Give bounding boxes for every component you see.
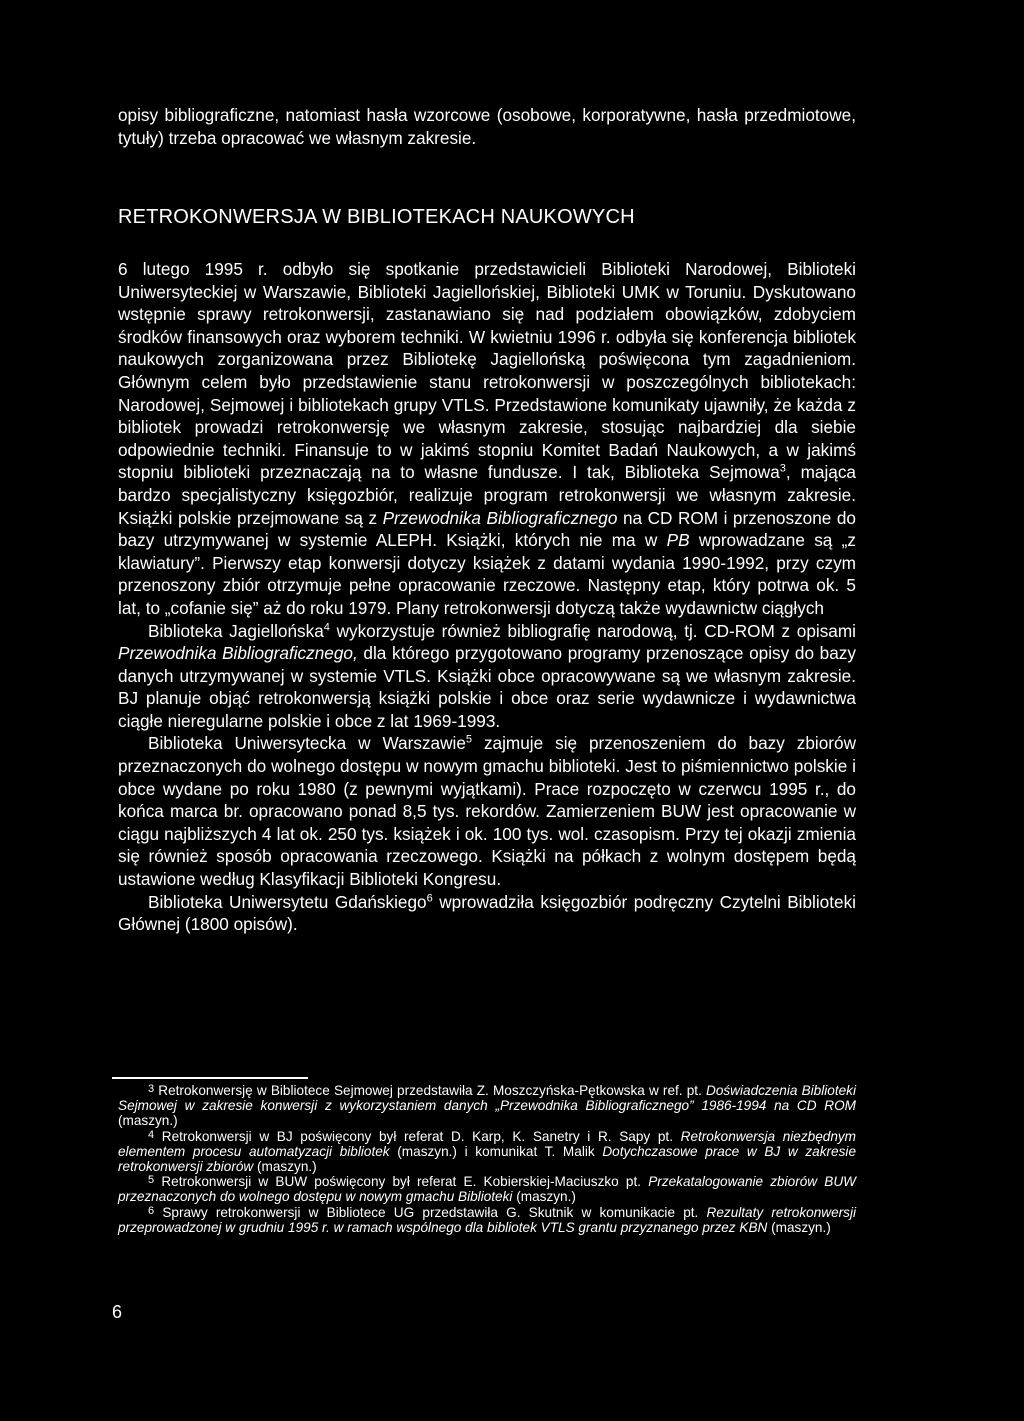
page-number: 6	[112, 1302, 123, 1322]
footnote: $^4$ Retrokonwersji w BJ poświęcony był referat D. Karp, K. Sanetry i R. Sapy pt. Retrokonwersja niezbędnym elementem procesu automatyzacji bibliotek (maszyn.) i komunikat T. Malik Dotychczasowe prace w BJ w zakresie retrokonwersji zbiorów (maszyn.)	[118, 1128, 857, 1175]
footnote: $^3$ Retrokonwersję w Bibliotece Sejmowej przedstawiła Z. Moszczyńska-Pętkowska w ref. pt. Doświadczenia Biblioteki Sejmowej w zakresie konwersji z wykorzystaniem danych „Przewodnika Bibliograficznego” 1986-1994 na CD ROM (maszyn.)	[118, 1083, 856, 1129]
paragraph-3: Biblioteka Uniwersytecka w Warszawie$^5$ zajmuje się przenoszeniem do bazy zbiorów przeznaczonych do wolnego dostępu w nowym gmachu biblioteki. Jest to piśmiennictwo polskie i obce wydane po roku 1980 (z pewnymi wyjątkami). Prace rozpoczęto w czerwcu 1995 r., do końca marca br. opracowano ponad 8,5 tys. rekordów. Zamierzeniem BUW jest opracowanie w ciągu najbliższych 4 lat ok. 250 tys. książek i ok. 100 tys. wol. czasopism. Przy tej okazji zmienia się również sposób opracowania rzeczowego. Książki na półkach z wolnym dostępem będą ustawione według Klasyfikacji Biblioteki Kongresu.	[118, 733, 856, 890]
intro-paragraph	[118, 104, 856, 149]
footnotes	[118, 1083, 856, 1235]
section-heading: RETROKONWERSJA W BIBLIOTEKACH NAUKOWYCH	[118, 206, 635, 228]
footnote: $^6$ Sprawy retrokonwersji w Bibliotece UG przedstawiła G. Skutnik w komunikacie pt. Rezultaty retrokonwersji przeprowadzonej w grudniu 1995 r. w ramach wspólnego dla bibliotek VTLS grantu przyznanego przez KBN (maszyn.)	[118, 1204, 856, 1235]
paragraph-1: 6 lutego 1995 r. odbyło się spotkanie przedstawicieli Biblioteki Narodowej, Biblioteki Uniwersyteckiej w Warszawie, Biblioteki Jagiellońskiej, Biblioteki UMK w Toruniu. Dyskutowano wstępnie sprawy retrokonwersji, zastanawiano się nad podziałem obowiązków, zdobyciem środków finansowych oraz wyborem techniki. W kwietniu 1996 r. odbyła się konferencja bibliotek naukowych zorganizowana przez Bibliotekę Jagiellońską poświęcona tym zagadnieniom. Głównym celem było przedstawienie stanu retrokonwersji w poszczególnych bibliotekach: Narodowej, Sejmowej i bibliotekach grupy VTLS. Przedstawione komunikaty ujawniły, że każda z bibliotek prowadzi retrokonwersję we własnym zakresie, stosując najbardziej dla siebie odpowiednie techniki. Finansuje to w jakimś stopniu Komitet Badań Naukowych, a w jakimś stopniu biblioteki przeznaczają na to własne fundusze. I tak, Biblioteka Sejmowa$^3$, mająca bardzo specjalistyczny księgozbiór, realizuje program retrokonwersji we własnym zakresie. Książki polskie przejmowane są z Przewodnika Bibliograficznego na CD ROM i przenoszone do bazy utrzymywanej w systemie ALEPH. Książki, których nie ma w PB wprowadzane są „z klawiatury”. Pierwszy etap konwersji dotyczy książek z datami wydania 1990-1992, przy czym przenoszony zbiór otrzymuje pełne opracowanie rzeczowe. Następny etap, który potrwa ok. 5 lat, to „cofanie się” aż do roku 1979. Plany retrokonwersji dotyczą także wydawnictw ciągłych	[118, 259, 856, 618]
paragraph-2: Biblioteka Jagiellońska$^4$ wykorzystuje również bibliografię narodową, tj. CD-ROM z opisami Przewodnika Bibliograficznego, dla którego przygotowano programy przenoszące opisy do bazy danych utrzymywanej w systemie VTLS. Książki obce opracowywane są we własnym zakresie. BJ planuje objąć retrokonwersją książki polskie i obce oraz serie wydawnicze i wydawnictwa ciągłe nieregularne polskie i obce z lat 1969-1993.	[118, 620, 857, 731]
footnote: $^5$ Retrokonwersji w BUW poświęcony był referat E. Kobierskiej-Maciuszko pt. Przekatalogowanie zbiorów BUW przeznaczonych do wolnego dostępu w nowym gmachu Biblioteki (maszyn.)	[118, 1174, 856, 1205]
paragraph-4: Biblioteka Uniwersytetu Gdańskiego$^6$ wprowadziła księgozbiór podręczny Czytelni Biblioteki Głównej (1800 opisów).	[118, 891, 856, 935]
footnote-ref-5: 5	[465, 733, 473, 746]
footnote-ref-4: 4	[323, 620, 330, 633]
intro-text: opisy bibliograficzne, natomiast hasła wzorcowe (osobowe, korporatywne, hasła przedmiotowe, tytuły) trzeba opracować we własnym zakresie.	[118, 105, 856, 148]
footnote-ref-6: 6	[426, 891, 433, 904]
footnote-separator	[112, 1077, 308, 1079]
main-body	[118, 258, 856, 936]
footnote-ref-3: 3	[779, 462, 786, 475]
